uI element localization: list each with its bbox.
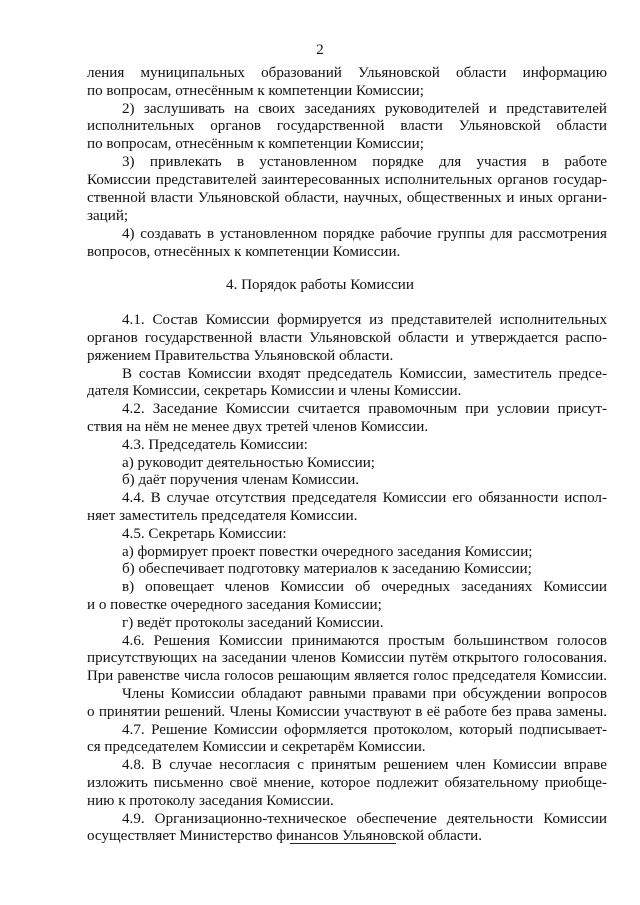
text-line: нию к протоколу заседания Комиссии.: [87, 793, 334, 809]
text-line: 4.3. Председатель Комиссии:: [122, 437, 308, 453]
text-line: ряжением Правительства Ульяновской области.: [87, 348, 394, 364]
text-line: 4.7. Решение Комиссии оформляется протоколом, который подписывает-: [122, 722, 607, 738]
text-line: 4.5. Секретарь Комиссии:: [122, 526, 287, 542]
text-line: 4.9. Организационно-техническое обеспечение деятельности Комиссии: [122, 811, 607, 827]
text-line: няет заместитель председателя Комиссии.: [87, 508, 358, 524]
page-number: 2: [316, 42, 324, 58]
text-line: г) ведёт протоколы заседаний Комиссии.: [122, 615, 384, 631]
text-line: ся председателем Комиссии и секретарём Комиссии.: [87, 739, 426, 755]
text-line: по вопросам, отнесённым к компетенции Комиссии;: [87, 83, 424, 99]
text-line: В состав Комиссии входят председатель Комиссии, заместитель предсе-: [122, 366, 607, 382]
text-line: 4.6. Решения Комиссии принимаются простым большинством голосов: [122, 633, 607, 649]
text-line: б) обеспечивает подготовку материалов к заседанию Комиссии;: [122, 561, 532, 577]
text-line: ления муниципальных образований Ульяновской области информацию: [87, 65, 607, 81]
text-line: 4.1. Состав Комиссии формируется из представителей исполнительных: [122, 312, 607, 328]
text-line: При равенстве числа голосов решающим является голос председателя Комиссии.: [87, 668, 607, 684]
section-heading: 4. Порядок работы Комиссии: [226, 277, 414, 293]
text-line: присутствующих на заседании членов Комиссии путём открытого голосования.: [87, 650, 607, 666]
text-line: 4.8. В случае несогласия с принятым решением член Комиссии вправе: [122, 757, 607, 773]
text-line: Комиссии представителей заинтересованных исполнительных органов государ-: [87, 172, 607, 188]
text-line: 4.4. В случае отсутствия председателя Комиссии его обязанности испол-: [122, 490, 607, 506]
text-line: исполнительных органов государственной власти Ульяновской области: [87, 118, 607, 134]
text-line: 3) привлекать в установленном порядке для участия в работе: [122, 154, 607, 170]
text-line: о принятии решений. Члены Комиссии участвуют в её работе без права замены.: [87, 704, 607, 720]
text-line: по вопросам, отнесённым к компетенции Комиссии;: [87, 136, 424, 152]
text-line: заций;: [87, 208, 129, 224]
text-line: б) даёт поручения членам Комиссии.: [122, 472, 360, 488]
text-line: 4) создавать в установленном порядке рабочие группы для рассмотрения: [122, 226, 607, 242]
text-line: в) оповещает членов Комиссии об очередных заседаниях Комиссии: [122, 579, 607, 595]
text-line: а) руководит деятельностью Комиссии;: [122, 455, 375, 471]
text-line: 4.2. Заседание Комиссии считается правомочным при условии присут-: [122, 401, 607, 417]
text-line: ствия на нём не менее двух третей членов Комиссии.: [87, 419, 429, 435]
text-line: Члены Комиссии обладают равными правами при обсуждении вопросов: [122, 686, 607, 702]
text-line: а) формирует проект повестки очередного заседания Комиссии;: [122, 544, 533, 560]
text-line: дателя Комиссии, секретарь Комиссии и члены Комиссии.: [87, 383, 462, 399]
text-line: осуществляет Министерство финансов Ульяновской области.: [87, 828, 483, 844]
text-line: вопросов, отнесённых к компетенции Комиссии.: [87, 244, 401, 260]
text-line: 2) заслушивать на своих заседаниях руководителей и представителей: [122, 101, 607, 117]
end-divider: [290, 843, 396, 844]
text-line: органов государственной власти Ульяновской области и утверждается распо-: [87, 330, 607, 346]
text-line: ственной власти Ульяновской области, научных, общественных и иных органи-: [87, 190, 607, 206]
text-line: и о повестке очередного заседания Комиссии;: [87, 597, 382, 613]
text-line: изложить письменно своё мнение, которое подлежит обязательному приобще-: [87, 775, 607, 791]
